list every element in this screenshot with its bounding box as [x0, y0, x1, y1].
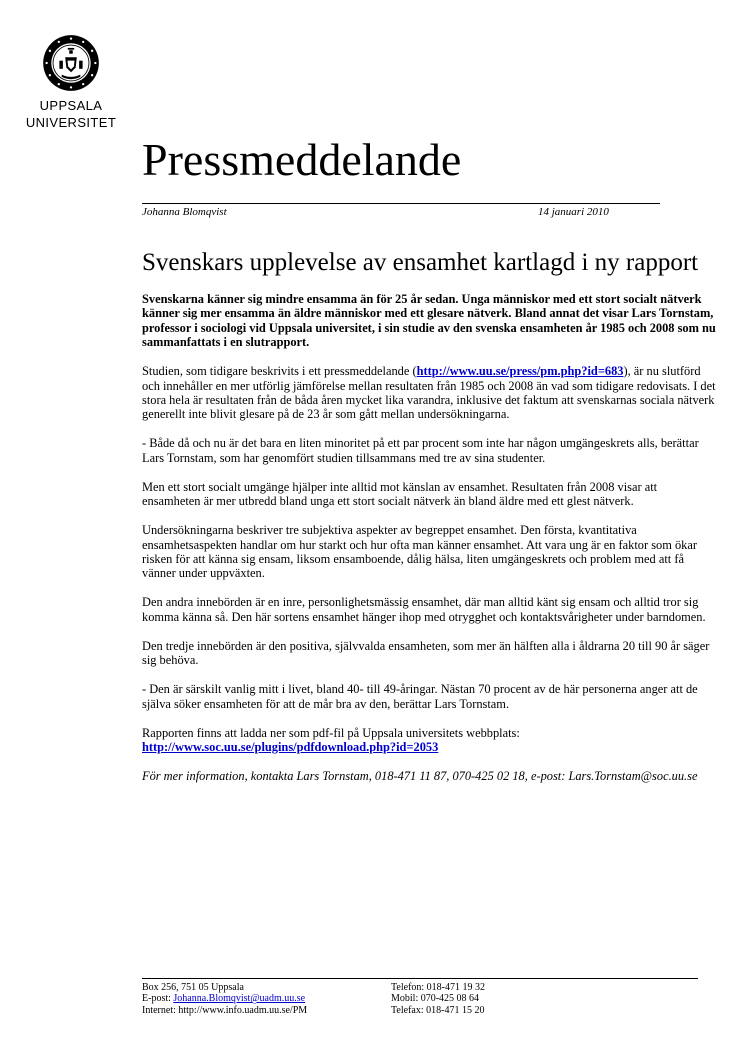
- press-release-link[interactable]: http://www.uu.se/press/pm.php?id=683: [416, 364, 624, 379]
- author-name: Johanna Blomqvist: [142, 206, 227, 218]
- paragraph-7: - Den är särskilt vanlig mitt i livet, bland 40- till 49-åringar. Nästan 70 procent av de här personerna anger att de själva söker ensamheten för att de mår bra av den, berättar Lars Tornstam.: [142, 682, 698, 711]
- footer-email-line: [142, 993, 307, 1004]
- lead-paragraph: Svenskarna känner sig mindre ensamma än för 25 år sedan. Unga människor med ett stort socialt nätverk känner sig mer ensamma än äldre människor med ett glesare nätverk. Bland annat det visar Lars Tornstam, professor i sociologi vid Uppsala universitet, i sin studie av den svenska ensamheten år 1985 och 2008 som nu sammanfattats i en slutrapport.: [142, 292, 716, 350]
- university-name: [18, 97, 124, 131]
- report-download-link[interactable]: http://www.soc.uu.se/plugins/pdfdownload.php?id=2053: [142, 740, 439, 755]
- paragraph-4: Undersökningarna beskriver tre subjektiva aspekter av begreppet ensamhet. Den första, kvantitativa ensamhetsaspekten handlar om hur starkt och hur ofta man känner ensamhet. Att vara ung är en faktor som ökar risken för att känna sig ensam, liksom ensamboende, dålig hälsa, liten umgängeskrets och problem med att få vänner under uppväxten.: [142, 523, 697, 581]
- footer-mobile: Mobil: 070-425 08 64: [391, 993, 480, 1005]
- footer-address: Box 256, 751 05 Uppsala: [142, 982, 244, 993]
- university-name-line1: UPPSALA: [39, 98, 103, 113]
- paragraph-2: - Både då och nu är det bara en liten minoritet på ett par procent som inte har någon umgängeskrets alls, berättar Lars Tornstam, som har genomfört studien tillsammans med tre av sina studenter.: [142, 436, 699, 465]
- contact-info: För mer information, kontakta Lars Tornstam, 018-471 11 87, 070-425 02 18, e-post: Lars.Tornstam@soc.uu.se: [142, 769, 698, 784]
- release-date: 14 januari 2010: [538, 206, 609, 218]
- footer-contact-left: [142, 982, 307, 1016]
- paragraph-1: [142, 364, 717, 422]
- footer-email-link[interactable]: Johanna.Blomqvist@uadm.uu.se: [173, 993, 306, 1005]
- footer-contact-right: [391, 982, 485, 1016]
- footer-fax: Telefax: 018-471 15 20: [391, 1004, 485, 1016]
- university-name-line2: UNIVERSITET: [25, 115, 117, 130]
- title-divider: [142, 203, 660, 204]
- report-download-text: Rapporten finns att ladda ner som pdf-fil på Uppsala universitets webbplats:: [142, 725, 520, 740]
- paragraph-8: [142, 726, 717, 755]
- paragraph-3: Men ett stort socialt umgänge hjälper inte alltid mot känslan av ensamhet. Resultaten från 2008 visar att ensamheten är mer utbredd bland unga ett stort socialt nätverk än bland äldre med ett glest nätverk.: [142, 479, 658, 509]
- paragraph-1-start: Studien, som tidigare beskrivits i ett pressmeddelande (: [142, 364, 417, 379]
- paragraph-1-end: ), är nu slutförd och innehåller en mer utförlig jämförelse mellan resultaten från 1985 och 2008 än vad som tidigare redovisats. I det stora hela är resultaten från de båda åren mycket lika varandra, inklusive det faktum att svenskarnas sociala nätverk generellt inte blivit glesare på de 23 år som gått mellan undersökningarna.: [142, 364, 716, 422]
- paragraph-5: Den andra innebörden är en inre, personlighetsmässig ensamhet, där man alltid känt sig ensam och alltid tror sig komma känna så. Den här sortens ensamhet hänger ihop med otrygghet och kontaktsvårigheter under barndomen.: [142, 595, 706, 624]
- article-body: [142, 292, 717, 784]
- page-title: Pressmeddelande: [142, 134, 462, 185]
- footer-phone: Telefon: 018-471 19 32: [391, 982, 486, 993]
- article-headline: Svenskars upplevelse av ensamhet kartlagd i ny rapport: [142, 249, 699, 276]
- university-seal-icon: [42, 34, 100, 92]
- footer-email-label: E-post:: [142, 993, 174, 1005]
- footer-divider: [142, 978, 698, 979]
- footer-internet: Internet: http://www.info.uadm.uu.se/PM: [142, 1004, 308, 1016]
- paragraph-6: Den tredje innebörden är den positiva, självvalda ensamheten, som mer än hälften alla i åldrarna 20 till 90 år säger sig behöva.: [142, 638, 710, 668]
